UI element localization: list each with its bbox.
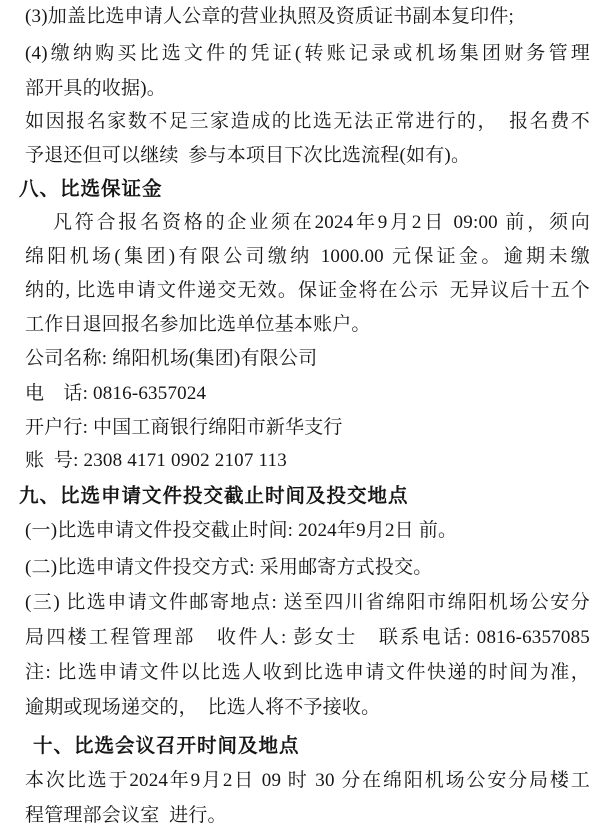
company-name-line: 公司名称: 绵阳机场(集团)有限公司: [25, 348, 318, 369]
list-item-4-line-2: 部开具的收据)。: [25, 78, 166, 99]
submission-method-line: (二)比选申请文件投交方式: 采用邮寄方式投交。: [25, 557, 433, 578]
section-heading-8: 八、比选保证金: [19, 178, 163, 200]
deposit-paragraph-line-3: 纳的, 比选申请文件递交无效。保证金将在公示 无异议后十五个: [25, 280, 590, 301]
meeting-time-line-1: 本次比选于2024年9月2日 09 时 30 分在绵阳机场公安分局楼工: [25, 770, 590, 791]
deposit-paragraph-line-1: 凡符合报名资格的企业须在2024年9月2日 09:00 前，须向: [53, 212, 590, 233]
list-item-3: (3)加盖比选申请人公章的营业执照及资质证书副本复印件;: [25, 6, 515, 27]
phone-line: 电 话: 0816-6357024: [25, 383, 207, 404]
section-heading-9: 九、比选申请文件投交截止时间及投交地点: [19, 485, 409, 507]
mailing-address-line-2: 局四楼工程管理部 收件人: 彭女士 联系电话: 0816-6357085: [25, 627, 590, 648]
list-item-4-line-1: (4)缴纳购买比选文件的凭证(转账记录或机场集团财务管理: [25, 43, 590, 64]
meeting-time-line-2: 程管理部会议室 进行。: [25, 805, 227, 825]
deposit-paragraph-line-2: 绵阳机场(集团)有限公司缴纳 1000.00 元保证金。逾期未缴: [25, 246, 590, 267]
section-heading-10: 十、比选会议召开时间及地点: [33, 735, 300, 757]
paragraph-refund-line-1: 如因报名家数不足三家造成的比选无法正常进行的， 报名费不: [25, 111, 590, 132]
account-number-line: 账 号: 2308 4171 0902 2107 113: [25, 450, 287, 471]
submission-deadline-line: (一)比选申请文件投交截止时间: 2024年9月2日 前。: [25, 520, 458, 541]
note-line-2: 逾期或现场递交的， 比选人将不予接收。: [25, 697, 381, 718]
bank-line: 开户行: 中国工商银行绵阳市新华支行: [25, 417, 343, 438]
note-line-1: 注: 比选申请文件以比选人收到比选申请文件快递的时间为准，: [25, 662, 590, 683]
deposit-paragraph-line-4: 工作日退回报名参加比选单位基本账户。: [25, 314, 371, 335]
paragraph-refund-line-2: 予退还但可以继续 参与本项目下次比选流程(如有)。: [25, 145, 471, 166]
mailing-address-line-1: (三) 比选申请文件邮寄地点: 送至四川省绵阳市绵阳机场公安分: [25, 592, 590, 613]
